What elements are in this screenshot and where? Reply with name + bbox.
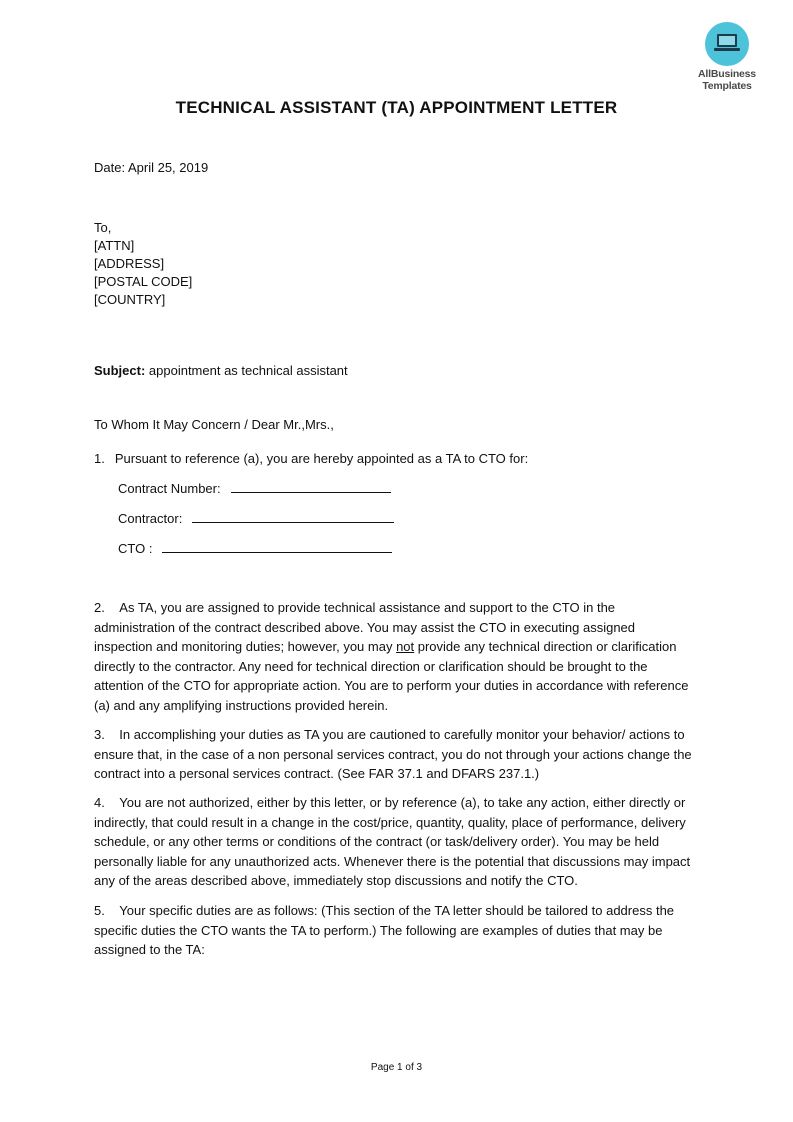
contractor-field <box>118 510 394 528</box>
logo-line1: AllBusiness <box>698 68 756 80</box>
cto-field <box>118 540 392 558</box>
logo-text <box>692 68 762 92</box>
item-1-text: Pursuant to reference (a), you are hereby appointed as a TA to CTO for: <box>114 451 529 466</box>
logo <box>692 22 762 92</box>
address-postal: [POSTAL CODE] <box>94 274 193 289</box>
item-5 <box>94 901 696 960</box>
subject-label: Subject: <box>94 363 146 378</box>
item-3-number: 3. <box>94 727 105 742</box>
item-2-underlined: not <box>396 639 415 655</box>
contract-number-blank[interactable] <box>231 480 391 493</box>
item-1 <box>94 450 528 468</box>
document-title: TECHNICAL ASSISTANT (TA) APPOINTMENT LETTER <box>175 98 618 117</box>
item-2-text-1: As TA, you are assigned to provide technical assistance and support to the CTO in the administration of the contract described above. You may assist the CTO in executing assigned inspection and monitoring duties; however, you may <box>94 600 636 655</box>
logo-badge <box>705 22 749 66</box>
contractor-label: Contractor: <box>118 511 183 526</box>
salutation: To Whom It May Concern / Dear Mr.,Mrs., <box>94 417 334 432</box>
item-4-text: You are not authorized, either by this letter, or by reference (a), to take any action, either directly or indirectly, that could result in a change in the cost/price, quantity, quality, place of performance, delivery schedule, or any other terms or conditions of the contract (or task/delivery order). You may be held personally liable for any unauthorized acts. Whenever there is the potential that discussions may impact any of the areas described above, immediately stop discussions and notify the CTO. <box>94 795 691 889</box>
cto-label: CTO : <box>118 541 153 556</box>
item-2-number: 2. <box>94 600 105 615</box>
address-street: [ADDRESS] <box>94 256 165 271</box>
item-4-number: 4. <box>94 795 105 810</box>
item-1-number: 1. <box>94 451 105 466</box>
subject-line <box>94 362 348 380</box>
address-attn: [ATTN] <box>94 238 135 253</box>
letter-date: Date: April 25, 2019 <box>94 160 209 175</box>
laptop-icon <box>713 32 741 54</box>
contract-number-label: Contract Number: <box>118 481 221 496</box>
item-3 <box>94 725 696 784</box>
item-2-text-2: provide any technical direction or clarification directly to the contractor. Any need for technical direction or clarification should be brought to the attention of the CTO for appropriate action. You are to perform your duties in accordance with reference (a) and any amplifying instructions provided herein. <box>94 639 689 713</box>
contract-number-field <box>118 480 391 498</box>
subject-text: appointment as technical assistant <box>145 363 348 378</box>
item-2 <box>94 598 696 716</box>
item-5-text: Your specific duties are as follows: (This section of the TA letter should be tailored to address the specific duties the CTO wants the TA to perform.) The following are examples of duties that may be assigned to the TA: <box>94 903 675 958</box>
address-country: [COUNTRY] <box>94 292 166 307</box>
item-3-text: In accomplishing your duties as TA you are cautioned to carefully monitor your behavior/ actions to ensure that, in the case of a non personal services contract, you do not through your actions change the contract into a personal services contract. (See FAR 37.1 and DFARS 237.1.) <box>94 727 692 782</box>
logo-line2: Templates <box>702 80 752 92</box>
item-5-number: 5. <box>94 903 105 918</box>
address-to: To, <box>94 220 112 235</box>
cto-blank[interactable] <box>162 540 392 553</box>
page-footer: Page 1 of 3 <box>370 1062 423 1073</box>
contractor-blank[interactable] <box>192 510 394 523</box>
item-4 <box>94 793 696 891</box>
